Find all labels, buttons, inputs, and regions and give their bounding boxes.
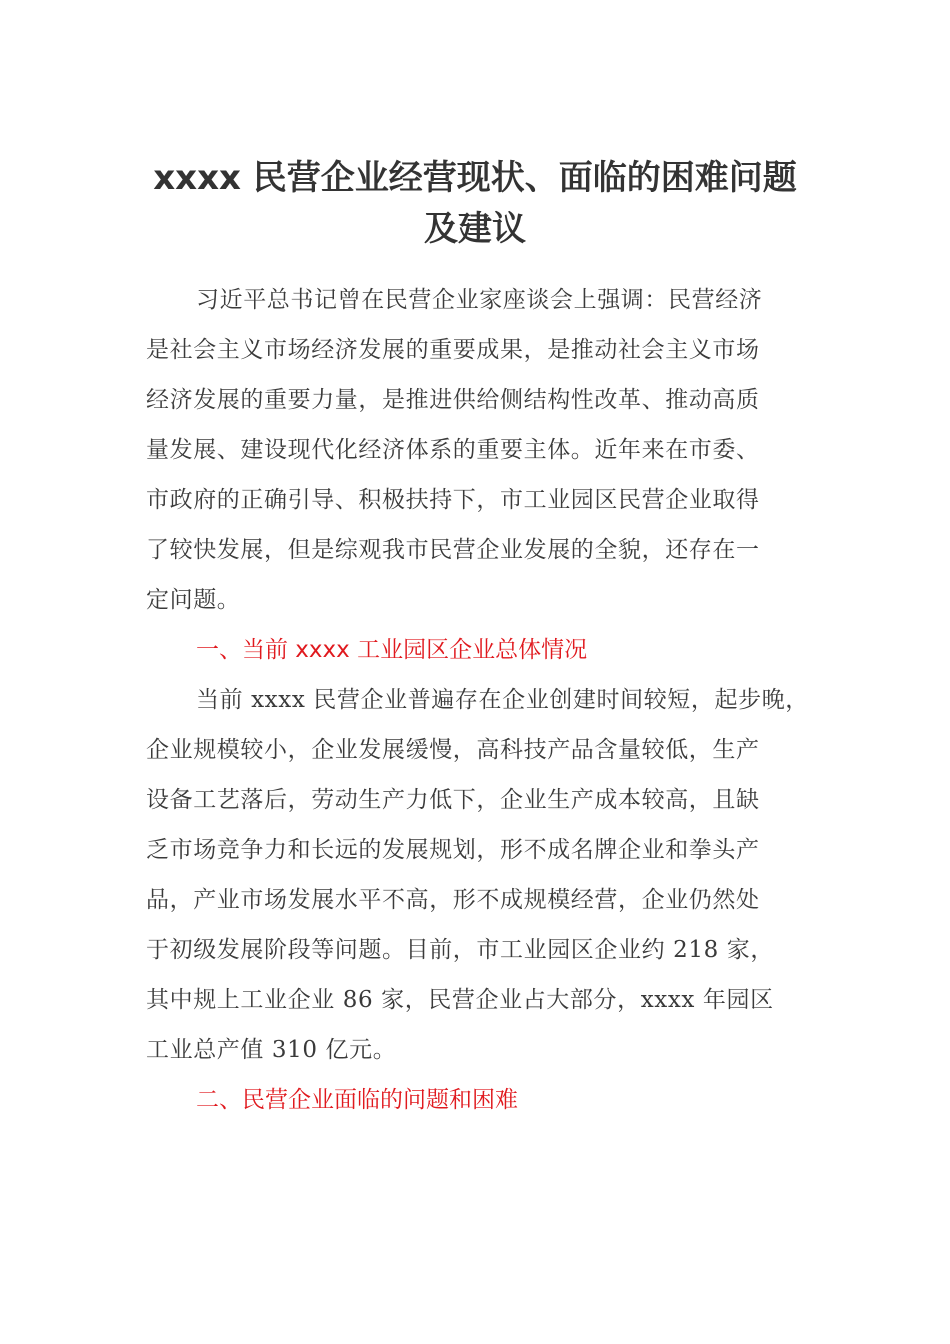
section1-line: 其中规上工业企业 86 家，民营企业占大部分，xxxx 年园区 bbox=[146, 987, 774, 1013]
intro-line: 了较快发展，但是综观我市民营企业发展的全貌，还存在一 bbox=[146, 537, 760, 563]
intro-line: 习近平总书记曾在民营企业家座谈会上强调：民营经济 bbox=[196, 287, 763, 313]
section-heading-2: 二、民营企业面临的问题和困难 bbox=[196, 1087, 518, 1113]
document-title-line-2: 及建议 bbox=[424, 209, 526, 249]
intro-line: 量发展、建设现代化经济体系的重要主体。近年来在市委、 bbox=[146, 437, 760, 463]
section1-line: 乏市场竞争力和长远的发展规划，形不成名牌企业和拳头产 bbox=[146, 837, 760, 863]
section1-line: 于初级发展阶段等问题。目前，市工业园区企业约 218 家， bbox=[146, 937, 774, 963]
section1-line: 当前 xxxx 民营企业普遍存在企业创建时间较短，起步晚， bbox=[196, 687, 809, 713]
section1-line: 设备工艺落后，劳动生产力低下，企业生产成本较高，且缺 bbox=[146, 787, 760, 813]
section1-line: 工业总产值 310 亿元。 bbox=[146, 1037, 397, 1063]
intro-line: 市政府的正确引导、积极扶持下，市工业园区民营企业取得 bbox=[146, 487, 760, 513]
section1-line: 品，产业市场发展水平不高，形不成规模经营，企业仍然处 bbox=[146, 887, 760, 913]
intro-line: 定问题。 bbox=[146, 587, 241, 613]
section-heading-1: 一、当前 xxxx 工业园区企业总体情况 bbox=[196, 637, 588, 663]
intro-line: 经济发展的重要力量，是推进供给侧结构性改革、推动高质 bbox=[146, 387, 760, 413]
section1-line: 企业规模较小，企业发展缓慢，高科技产品含量较低，生产 bbox=[146, 737, 760, 763]
intro-line: 是社会主义市场经济发展的重要成果，是推动社会主义市场 bbox=[146, 337, 760, 363]
document-title-line-1: xxxx 民营企业经营现状、面临的困难问题 bbox=[153, 158, 797, 198]
